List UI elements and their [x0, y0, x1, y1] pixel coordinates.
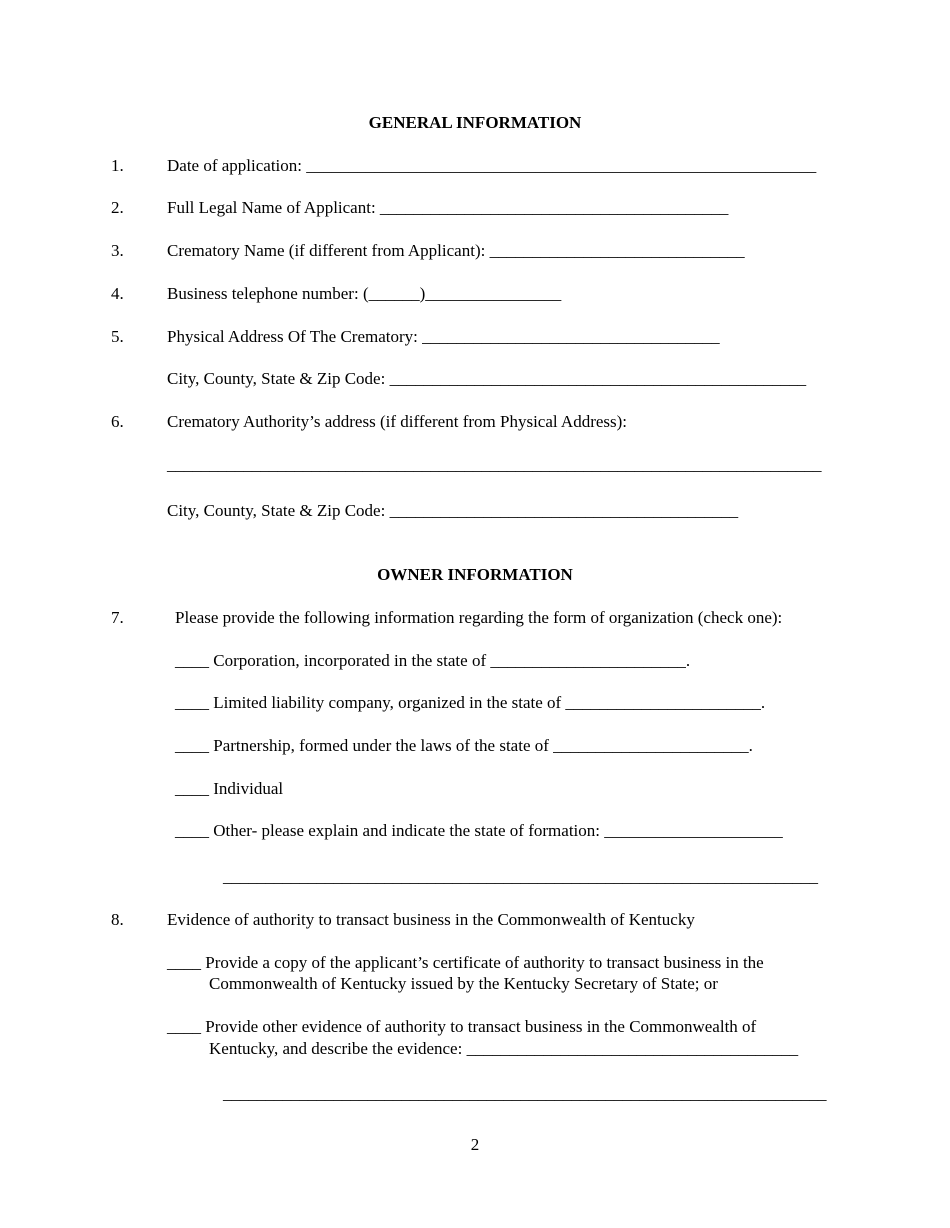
organization-form-label: Please provide the following information regarding the form of organization (check one): [175, 608, 783, 627]
option-certificate[interactable]: ____ Provide a copy of the applicant’s certificate of authority to transact business in the [167, 953, 764, 972]
item-number-7: 7. [111, 608, 124, 627]
item-number-1: 1. [111, 156, 124, 175]
option-individual[interactable]: ____ Individual [175, 779, 284, 798]
authority-evidence-label: Evidence of authority to transact business in the Commonwealth of Kentucky [167, 910, 695, 929]
option-corporation[interactable]: ____ Corporation, incorporated in the state of _______________________. [175, 651, 691, 670]
option-certificate-continued: Commonwealth of Kentucky issued by the Kentucky Secretary of State; or [209, 974, 718, 993]
item-number-5: 5. [111, 327, 124, 346]
other-explanation-field[interactable]: ______________________________________________________________________ [223, 867, 818, 886]
authority-city-state-zip-field[interactable]: City, County, State & Zip Code: _________________________________________ [167, 501, 739, 520]
owner-information-heading: OWNER INFORMATION [377, 565, 573, 584]
option-partnership[interactable]: ____ Partnership, formed under the laws of the state of _______________________. [175, 736, 753, 755]
item-number-8: 8. [111, 910, 124, 929]
authority-address-label: Crematory Authority’s address (if different from Physical Address): [167, 412, 628, 431]
crematory-name-field[interactable]: Crematory Name (if different from Applicant): ______________________________ [167, 241, 745, 260]
physical-address-field[interactable]: Physical Address Of The Crematory: ___________________________________ [167, 327, 720, 346]
option-other-evidence[interactable]: ____ Provide other evidence of authority to transact business in the Commonwealth of [167, 1017, 757, 1036]
evidence-description-field[interactable]: Kentucky, and describe the evidence: _______________________________________ [209, 1039, 799, 1058]
authority-address-field[interactable]: _____________________________________________________________________________ [167, 455, 822, 474]
evidence-description-continued-field[interactable]: _______________________________________________________________________ [223, 1084, 827, 1103]
physical-city-state-zip-field[interactable]: City, County, State & Zip Code: _________________________________________________ [167, 369, 807, 388]
option-other[interactable]: ____ Other- please explain and indicate the state of formation: _____________________ [175, 821, 783, 840]
item-number-2: 2. [111, 198, 124, 217]
date-of-application-field[interactable]: Date of application: ____________________________________________________________ [167, 156, 817, 175]
legal-name-field[interactable]: Full Legal Name of Applicant: _________________________________________ [167, 198, 729, 217]
general-information-heading: GENERAL INFORMATION [368, 113, 582, 132]
item-number-4: 4. [111, 284, 124, 303]
item-number-3: 3. [111, 241, 124, 260]
telephone-field[interactable]: Business telephone number: (______)________________ [167, 284, 562, 303]
option-llc[interactable]: ____ Limited liability company, organized in the state of _______________________. [175, 693, 766, 712]
page-number: 2 [470, 1135, 480, 1154]
item-number-6: 6. [111, 412, 124, 431]
